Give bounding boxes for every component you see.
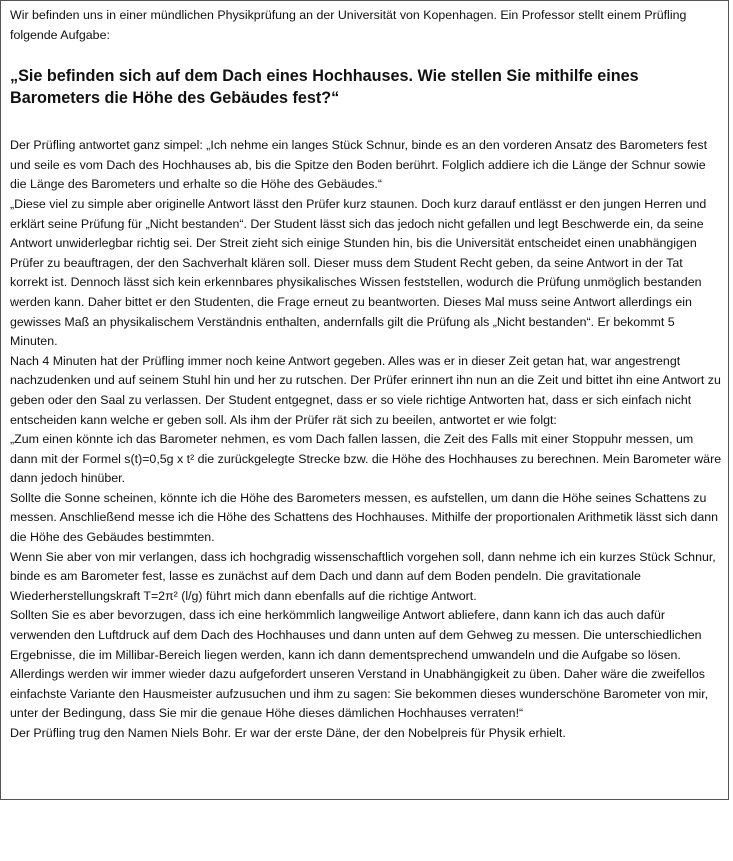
paragraph-four-minutes: Nach 4 Minuten hat der Prüfling immer noch keine Antwort gegeben. Alles was er in dieser Zeit getan hat, war angestrengt nachzudenken und auf seinem Stuhl hin und her zu rutschen. Der Prüfer erinnert ihn nun an die Zeit und bittet ihn eine Antwort zu geben oder den Saal zu verlassen. Der Student entgegnet, dass er so viele richtige Antworten hat, dass er sich einfach nicht entscheiden kann welche er geben soll. Als ihm der Prüfer rät sich zu beeilen, antwortet er wie folgt: [10, 353, 721, 427]
paragraph-niels-bohr: Der Prüfling trug den Namen Niels Bohr. Er war der erste Däne, der den Nobelpreis für Physik erhielt. [10, 726, 566, 740]
paragraph-drop-barometer: „Zum einen könnte ich das Barometer nehmen, es vom Dach fallen lassen, die Zeit des Falls mit einer Stoppuhr messen, um dann mit der Formel s(t)=0,5g x t² die zurückgelegte Strecke bzw. die Höhe des Hochhauses zu berechnen. Mein Barometer wäre dann jedoch hinüber. [10, 432, 722, 486]
document-body [10, 6, 722, 744]
paragraph-janitor: Allerdings werden wir immer wieder dazu aufgefordert unseren Verstand in Unabhängigkeit zu üben. Daher wäre die zweifellos einfachste Variante den Hausmeister aufzusuchen und ihm zu sagen: Sie bekommen dieses wunderschöne Barometer von mir, unter der Bedingung, dass Sie mir die genaue Höhe dieses dämlichen Hochhauses verraten!“ [10, 667, 709, 721]
paragraph-shadow: Sollte die Sonne scheinen, könnte ich die Höhe des Barometers messen, es aufstellen, um dann die Höhe seines Schattens zu messen. Anschließend messe ich die Höhe des Schattens des Hochhauses. Mithilfe der proportionalen Arithmetik lässt sich dann die Höhe des Gebäudes bestimmten. [10, 490, 719, 545]
paragraph-failed-exam: „Diese viel zu simple aber originelle Antwort lässt den Prüfer kurz staunen. Doch kurz darauf entlässt er den jungen Herren und erklärt seine Prüfung für „Nicht bestanden“. Der Student lässt sich das jedoch nicht gefallen und legt Beschwerde ein, da seine Antwort unwiderlegbar richtig sei. Der Streit zieht sich einige Stunden hin, bis die Universität entscheidet einen unabhängigen Prüfer zu beauftragen, der den Sachverhalt klären soll. Dieser muss dem Student Recht geben, da seine Antwort in der Tat korrekt ist. Dennoch lässt sich kein erkennbares physikalisches Wissen feststellen, wodurch die Prüfung unmöglich bestanden werden kann. Daher bittet er den Studenten, die Frage erneut zu beantworten. Dieses Mal muss seine Antwort allerdings ein gewisses Maß an physikalischem Verständnis enthalten, andernfalls gilt die Prüfung als „Nicht bestanden“. Er bekommt 5 Minuten. [10, 196, 707, 349]
paragraph-pendulum: Wenn Sie aber von mir verlangen, dass ich hochgradig wissenschaftlich vorgehen soll, dann nehme ich ein kurzes Stück Schnur, binde es am Barometer fest, lasse es zunächst auf dem Dach und dann auf dem Boden pendeln. Die gravitationale Wiederherstellungskraft T=2π² (l/g) führt mich dann ebenfalls auf die richtige Antwort. [10, 549, 716, 603]
exam-question: „Sie befinden sich auf dem Dach eines Hochhauses. Wie stellen Sie mithilfe eines Barometers die Höhe des Gebäudes fest?“ [10, 67, 639, 108]
paragraph-air-pressure: Sollten Sie es aber bevorzugen, dass ich eine herkömmlich langweilige Antwort abliefere, dann kann ich das auch dafür verwenden den Luftdruck auf dem Dach des Hochhauses und dann unten auf dem Gehweg zu messen. Die unterschiedlichen Ergebnisse, die im Millibar-Bereich liegen werden, kann ich dann dementsprechend umwandeln und die Aufgabe so lösen. [10, 608, 702, 662]
paragraph-answer-rope: Der Prüfling antwortet ganz simpel: „Ich nehme ein langes Stück Schnur, binde es an den vorderen Ansatz des Barometers fest und seile es vom Dach des Hochhauses ab, bis die Spitze den Boden berührt. Folglich addiere ich die Länge der Schnur sowie die Länge des Barometers und erhalte so die Höhe des Gebäudes.“ [10, 138, 708, 192]
intro-paragraph: Wir befinden uns in einer mündlichen Physikprüfung an der Universität von Kopenhagen. Ein Professor stellt einem Prüfling folgende Aufgabe: [10, 8, 687, 42]
story-text [10, 136, 722, 743]
